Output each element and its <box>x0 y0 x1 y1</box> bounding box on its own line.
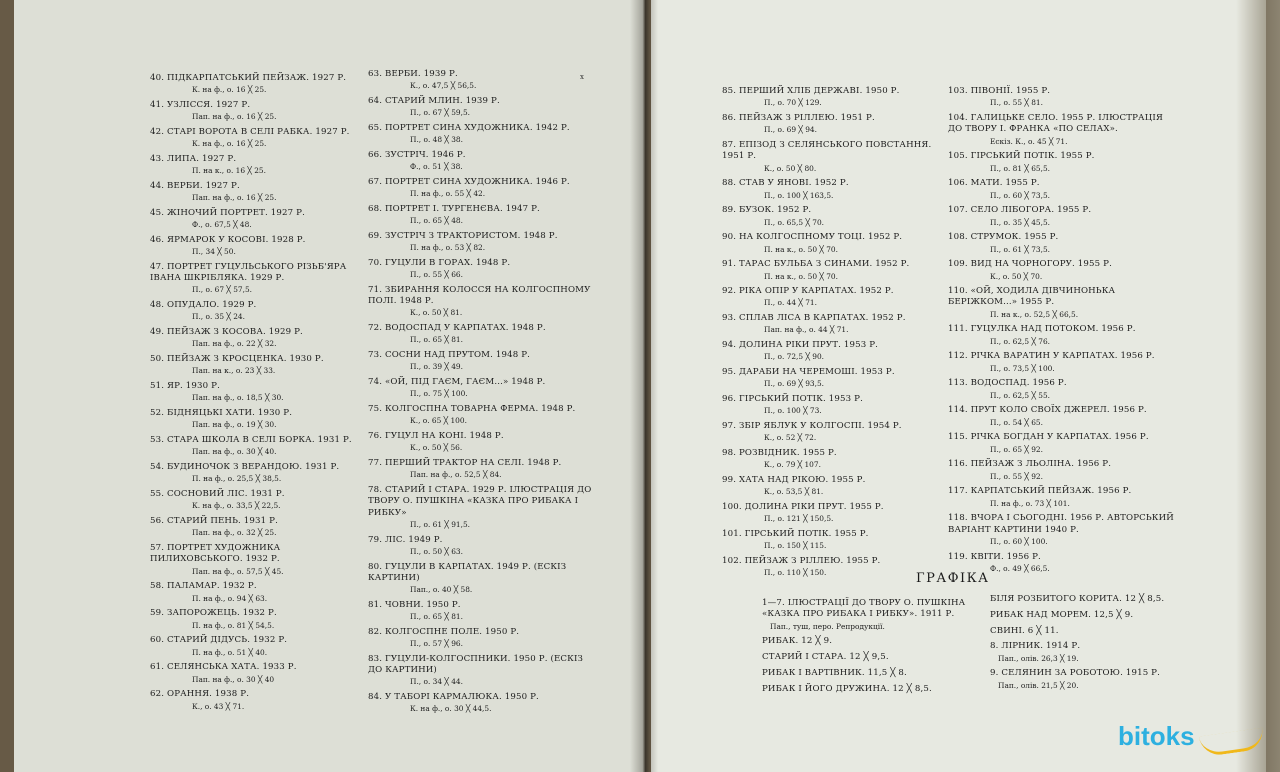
entry-title: 63. ВЕРБИ. 1939 Р. <box>368 69 458 79</box>
entry-title: 1—7. ІЛЮСТРАЦІЇ ДО ТВОРУ О. ПУШКІНА «КАЗКА ПРО РИБАКА І РИБКУ». 1911 Р. <box>762 598 966 620</box>
entry-title: 81. ЧОВНИ. 1950 Р. <box>368 599 461 610</box>
entry-title: СВИНІ. 6 ╳ 11. <box>990 625 1059 636</box>
entry-medium-size: К., о. 43 ╳ 71. <box>192 701 245 711</box>
entry-medium-size: Пап. на ф., о. 19 ╳ 30. <box>192 420 277 430</box>
entry-title: 57. ПОРТРЕТ ХУДОЖНИКА ПИЛИХОВСЬКОГО. 1932 Р. <box>150 543 281 565</box>
entry-title: 46. ЯРМАРОК У КОСОВІ. 1928 Р. <box>150 234 306 245</box>
catalog-entry <box>150 327 355 350</box>
catalog-entry <box>948 178 1180 201</box>
book-gutter <box>630 0 658 772</box>
entry-medium-size: Пап. на ф., о. 30 ╳ 40 <box>192 674 275 684</box>
graphics-entry <box>990 594 1200 605</box>
entry-medium-size: П., о. 75 ╳ 100. <box>410 389 468 399</box>
entry-title: 112. РІЧКА ВАРАТИН У КАРПАТАХ. 1956 Р. <box>948 351 1155 362</box>
entry-title: 67. ПОРТРЕТ СИНА ХУДОЖНИКА. 1946 Р. <box>368 176 570 187</box>
entry-medium-size: П., о. 67 ╳ 59,5. <box>410 108 470 118</box>
catalog-entry <box>948 113 1180 147</box>
catalog-entry <box>948 378 1180 401</box>
entry-title: 74. «ОЙ, ПІД ГАЄМ, ГАЄМ...» 1948 Р. <box>368 377 546 388</box>
entry-medium-size: К., о. 50 ╳ 70. <box>990 271 1043 281</box>
catalog-entry <box>722 394 942 417</box>
entry-medium-size: К., о. 50 ╳ 81. <box>410 308 463 318</box>
catalog-entry <box>722 313 942 336</box>
entry-title: 108. СТРУМОК. 1955 Р. <box>948 232 1059 243</box>
entry-medium-size: Пап. на ф., о. 52,5 ╳ 84. <box>410 470 502 480</box>
entry-title: 61. СЕЛЯНСЬКА ХАТА. 1933 Р. <box>150 662 297 673</box>
catalog-entry <box>368 177 600 200</box>
entry-title: 55. СОСНОВИЙ ЛІС. 1931 Р. <box>150 489 285 500</box>
entry-title: 94. ДОЛИНА РІКИ ПРУТ. 1953 Р. <box>722 340 879 351</box>
entry-title: 60. СТАРИЙ ДІДУСЬ. 1932 Р. <box>150 635 288 646</box>
entry-title: 82. КОЛГОСПНЕ ПОЛЕ. 1950 Р. <box>368 626 520 637</box>
catalog-entry <box>150 462 355 485</box>
catalog-entry <box>368 258 600 281</box>
entry-title: 76. ГУЦУЛ НА КОНІ. 1948 Р. <box>368 431 504 442</box>
entry-title: 100. ДОЛИНА РІКИ ПРУТ. 1955 Р. <box>722 502 884 513</box>
catalog-entry <box>150 581 355 604</box>
entry-title: 62. ОРАННЯ. 1938 Р. <box>150 689 250 700</box>
entry-title: 66. ЗУСТРІЧ. 1946 Р. <box>368 149 466 160</box>
entry-medium-size: П., о. 35 ╳ 45,5. <box>990 217 1050 227</box>
entry-medium-size: П., о. 100 ╳ 73. <box>764 406 822 416</box>
catalog-entry <box>150 208 355 231</box>
entry-title: 93. СПЛАВ ЛІСА В КАРПАТАХ. 1952 Р. <box>722 313 906 324</box>
catalog-entry <box>368 431 600 454</box>
entry-medium-size: П., о. 48 ╳ 38. <box>410 135 463 145</box>
catalog-entry <box>150 435 355 458</box>
catalog-entry <box>948 351 1180 374</box>
catalog-entry <box>368 123 600 146</box>
entry-title: 87. ЕПІЗОД З СЕЛЯНСЬКОГО ПОВСТАННЯ. 1951 Р. <box>722 139 932 162</box>
entry-medium-size: П., о. 35 ╳ 24. <box>192 312 245 322</box>
entry-medium-size: Пап. на ф., о. 16 ╳ 25. <box>192 112 277 122</box>
catalog-entry <box>948 405 1180 428</box>
entry-title: 116. ПЕЙЗАЖ З ЛЬОЛІНА. 1956 Р. <box>948 459 1112 470</box>
catalog-entry <box>150 154 355 177</box>
entry-title: 113. ВОДОСПАД. 1956 Р. <box>948 378 1067 389</box>
catalog-entry <box>722 502 942 525</box>
entry-title: 52. БІДНЯЦЬКІ ХАТИ. 1930 Р. <box>150 408 293 419</box>
entry-title: 86. ПЕЙЗАЖ З РІЛЛЕЮ. 1951 Р. <box>722 112 875 123</box>
entry-title: 70. ГУЦУЛИ В ГОРАХ. 1948 Р. <box>368 257 511 268</box>
catalog-entry <box>150 100 355 123</box>
entry-title: 48. ОПУДАЛО. 1929 Р. <box>150 300 257 311</box>
entry-title: 88. СТАВ У ЯНОВІ. 1952 Р. <box>722 178 849 189</box>
catalog-entry <box>368 150 600 173</box>
catalog-entry <box>948 459 1180 482</box>
entry-medium-size: П., о. 39 ╳ 49. <box>410 362 463 372</box>
entry-medium-size: К., о. 65 ╳ 100. <box>410 416 467 426</box>
entry-medium-size: П., о. 73,5 ╳ 100. <box>990 363 1055 373</box>
catalog-entry <box>368 377 600 400</box>
catalog-entry <box>150 662 355 685</box>
entry-medium-size: Пап. на ф., о. 18,5 ╳ 30. <box>192 393 284 403</box>
entry-medium-size: П., о. 62,5 ╳ 76. <box>990 336 1050 346</box>
catalog-entry <box>368 96 600 119</box>
entry-medium-size: П. на ф., о. 53 ╳ 82. <box>410 243 486 253</box>
entry-medium-size: П., о. 70 ╳ 129. <box>764 98 822 108</box>
graphics-list-left <box>762 598 972 700</box>
entry-medium-size: К. на ф., о. 16 ╳ 25. <box>192 85 267 95</box>
entry-title: 101. ГІРСЬКИЙ ПОТІК. 1955 Р. <box>722 529 869 540</box>
entry-title: 110. «ОЙ, ХОДИЛА ДІВЧИНОНЬКА БЕРІЖКОМ...» 1955 Р. <box>948 286 1116 308</box>
entry-title: 105. ГІРСЬКИЙ ПОТІК. 1955 Р. <box>948 151 1095 162</box>
catalog-entry <box>948 151 1180 174</box>
entry-medium-size: П., о. 61 ╳ 73,5. <box>990 244 1050 254</box>
entry-medium-size: П., о. 65,5 ╳ 70. <box>764 217 824 227</box>
entry-medium-size: П. на ф., о. 94 ╳ 63. <box>192 593 268 603</box>
entry-title: 92. РІКА ОПІР У КАРПАТАХ. 1952 Р. <box>722 286 894 297</box>
catalog-entry <box>368 627 600 650</box>
entry-medium-size: П., о. 65 ╳ 81. <box>410 612 463 622</box>
entry-title: 119. КВІТИ. 1956 Р. <box>948 551 1041 562</box>
entry-medium-size: П., о. 69 ╳ 94. <box>764 125 817 135</box>
graphics-entry <box>762 598 972 632</box>
catalog-entry <box>368 458 600 481</box>
catalog-entry <box>150 635 355 658</box>
entry-title: 98. РОЗВІДНИК. 1955 Р. <box>722 448 837 459</box>
entry-title: РИБАК НАД МОРЕМ. 12,5 ╳ 9. <box>990 609 1134 620</box>
entry-medium-size: Пап. на ф., о. 16 ╳ 25. <box>192 193 277 203</box>
catalog-entry <box>150 181 355 204</box>
catalog-entry <box>150 300 355 323</box>
entry-title: 58. ПАЛАМАР. 1932 Р. <box>150 581 257 592</box>
entry-medium-size: К. на ф., о. 16 ╳ 25. <box>192 139 267 149</box>
catalog-entry <box>150 408 355 431</box>
graphics-heading: ГРАФІКА <box>916 571 990 586</box>
catalog-column-left-2 <box>368 69 600 719</box>
entry-title: 106. МАТИ. 1955 Р. <box>948 178 1040 189</box>
catalog-entry <box>722 475 942 498</box>
entry-title: 115. РІЧКА БОГДАН У КАРПАТАХ. 1956 Р. <box>948 432 1149 443</box>
entry-title: 77. ПЕРШИЙ ТРАКТОР НА СЕЛІ. 1948 Р. <box>368 458 562 469</box>
catalog-entry <box>150 689 355 712</box>
entry-title: 41. УЗЛІССЯ. 1927 Р. <box>150 99 251 110</box>
catalog-entry <box>948 486 1180 509</box>
entry-medium-size: П., о. 61 ╳ 91,5. <box>410 519 470 529</box>
graphics-entry <box>990 641 1200 664</box>
entry-medium-size: П., о. 62,5 ╳ 55. <box>990 390 1050 400</box>
catalog-entry <box>722 340 942 363</box>
entry-medium-size: П. на ф., о. 51 ╳ 40. <box>192 647 268 657</box>
entry-title: 47. ПОРТРЕТ ГУЦУЛЬСЬКОГО РІЗЬБ'ЯРА ІВАНА ШКРІБЛЯКА. 1929 Р. <box>150 261 347 284</box>
page-edge-shadow <box>1236 0 1280 772</box>
catalog-entry <box>368 562 600 596</box>
entry-title: 78. СТАРИЙ І СТАРА. 1929 Р. ІЛЮСТРАЦІЯ ДО ТВОРУ О. ПУШКІНА «КАЗКА ПРО РИБАКА І РИБКУ» <box>368 485 592 518</box>
entry-title: РИБАК І ЙОГО ДРУЖИНА. 12 ╳ 8,5. <box>762 683 932 694</box>
entry-title: РИБАК. 12 ╳ 9. <box>762 636 833 647</box>
entry-title: 95. ДАРАБИ НА ЧЕРЕМОШІ. 1953 Р. <box>722 367 895 378</box>
catalog-entry <box>722 113 942 136</box>
entry-medium-size: П., о. 60 ╳ 100. <box>990 536 1048 546</box>
catalog-entry <box>150 127 355 150</box>
catalog-entry <box>722 529 942 552</box>
graphics-entry <box>762 652 972 663</box>
entry-medium-size: П., о. 72,5 ╳ 90. <box>764 352 824 362</box>
catalog-entry <box>150 262 355 296</box>
entry-title: 104. ГАЛИЦЬКЕ СЕЛО. 1955 Р. ІЛЮСТРАЦІЯ ДО ТВОРУ І. ФРАНКА «ПО СЕЛАХ». <box>948 112 1163 135</box>
entry-medium-size: П., о. 54 ╳ 65. <box>990 417 1043 427</box>
entry-medium-size: Ескіз. К., о. 45 ╳ 71. <box>990 136 1068 146</box>
catalog-entry <box>368 323 600 346</box>
entry-title: 103. ПІВОНІЇ. 1955 Р. <box>948 86 1051 96</box>
catalog-entry <box>722 367 942 390</box>
entry-title: 45. ЖІНОЧИЙ ПОРТРЕТ. 1927 Р. <box>150 207 305 218</box>
entry-title: 54. БУДИНОЧОК З ВЕРАНДОЮ. 1931 Р. <box>150 462 340 473</box>
page-mark: x <box>580 73 584 81</box>
entry-medium-size: Пап. на ф., о. 32 ╳ 25. <box>192 528 277 538</box>
catalog-entry <box>948 86 1180 109</box>
entry-title: 118. ВЧОРА І СЬОГОДНІ. 1956 Р. АВТОРСЬКИЙ ВАРІАНТ КАРТИНИ 1940 Р. <box>948 513 1174 535</box>
catalog-entry <box>722 556 942 579</box>
catalog-entry <box>368 231 600 254</box>
entry-title: 99. ХАТА НАД РІКОЮ. 1955 Р. <box>722 475 866 486</box>
catalog-entry <box>150 354 355 377</box>
entry-medium-size: Пап., олів. 21,5 ╳ 20. <box>998 680 1079 690</box>
entry-title: 53. СТАРА ШКОЛА В СЕЛІ БОРКА. 1931 Р. <box>150 435 352 446</box>
entry-medium-size: Пап., олів. 26,3 ╳ 19. <box>998 653 1079 663</box>
entry-medium-size: К., о. 79 ╳ 107. <box>764 460 821 470</box>
graphics-list-right <box>990 594 1200 696</box>
entry-title: СТАРИЙ І СТАРА. 12 ╳ 9,5. <box>762 652 889 663</box>
catalog-entry <box>368 404 600 427</box>
catalog-entry <box>722 86 942 109</box>
entry-medium-size: К., о. 50 ╳ 56. <box>410 443 463 453</box>
catalog-entry <box>722 205 942 228</box>
entry-title: 50. ПЕЙЗАЖ З КРОСЦЕНКА. 1930 Р. <box>150 354 324 365</box>
entry-medium-size: П., о. 50 ╳ 63. <box>410 546 463 556</box>
entry-title: 59. ЗАПОРОЖЕЦЬ. 1932 Р. <box>150 608 277 619</box>
entry-title: 72. ВОДОСПАД У КАРПАТАХ. 1948 Р. <box>368 323 546 334</box>
catalog-entry <box>948 259 1180 282</box>
entry-medium-size: П., о. 121 ╳ 150,5. <box>764 514 834 524</box>
entry-medium-size: П., о. 65 ╳ 48. <box>410 216 463 226</box>
entry-medium-size: К., о. 47,5 ╳ 56,5. <box>410 81 477 91</box>
entry-title: 79. ЛІС. 1949 Р. <box>368 534 443 545</box>
entry-medium-size: К. на ф., о. 33,5 ╳ 22,5. <box>192 501 281 511</box>
entry-title: 107. СЕЛО ЛІБОГОРА. 1955 Р. <box>948 205 1092 216</box>
entry-medium-size: Ф., о. 67,5 ╳ 48. <box>192 220 252 230</box>
entry-medium-size: П. на к., о. 52,5 ╳ 66,5. <box>990 309 1079 319</box>
entry-medium-size: П., о. 55 ╳ 92. <box>990 471 1043 481</box>
catalog-entry <box>150 73 355 96</box>
entry-title: 64. СТАРИЙ МЛИН. 1939 Р. <box>368 95 500 106</box>
catalog-column-left-1 <box>150 73 355 716</box>
entry-title: 111. ГУЦУЛКА НАД ПОТОКОМ. 1956 Р. <box>948 324 1136 335</box>
entry-medium-size: П., о. 55 ╳ 66. <box>410 270 463 280</box>
catalog-column-right-1 <box>722 86 942 583</box>
entry-medium-size: П., о. 65 ╳ 92. <box>990 444 1043 454</box>
entry-medium-size: Пап. на ф., о. 22 ╳ 32. <box>192 339 277 349</box>
entry-medium-size: П., о. 57 ╳ 96. <box>410 639 463 649</box>
entry-title: 114. ПРУТ КОЛО СВОЇХ ДЖЕРЕЛ. 1956 Р. <box>948 405 1147 416</box>
entry-medium-size: П., о. 100 ╳ 163,5. <box>764 190 834 200</box>
catalog-entry <box>368 69 600 92</box>
catalog-entry <box>150 608 355 631</box>
entry-medium-size: Ф., о. 51 ╳ 38. <box>410 162 463 172</box>
entry-medium-size: Пап. на ф., о. 44 ╳ 71. <box>764 325 849 335</box>
entry-medium-size: П. на ф., о. 73 ╳ 101. <box>990 498 1070 508</box>
catalog-entry <box>368 654 600 688</box>
entry-medium-size: К., о. 53,5 ╳ 81. <box>764 487 824 497</box>
entry-title: 83. ГУЦУЛИ-КОЛГОСПНИКИ. 1950 Р. (ЕСКІЗ ДО КАРТИНИ) <box>368 653 583 676</box>
catalog-entry <box>722 232 942 255</box>
entry-medium-size: Пап. на ф., о. 57,5 ╳ 45. <box>192 566 284 576</box>
entry-title: 85. ПЕРШИЙ ХЛІБ ДЕРЖАВІ. 1950 Р. <box>722 86 900 96</box>
entry-title: 8. ЛІРНИК. 1914 Р. <box>990 641 1081 652</box>
entry-medium-size: П., о. 34 ╳ 44. <box>410 677 463 687</box>
catalog-entry <box>722 286 942 309</box>
entry-medium-size: П. на к., о. 50 ╳ 70. <box>764 244 838 254</box>
entry-medium-size: К., о. 52 ╳ 72. <box>764 433 817 443</box>
watermark-text: bitoks <box>1118 720 1195 751</box>
catalog-entry <box>368 485 600 530</box>
catalog-entry <box>948 232 1180 255</box>
entry-medium-size: П., о. 44 ╳ 71. <box>764 298 817 308</box>
entry-medium-size: П. на ф., о. 55 ╳ 42. <box>410 189 486 199</box>
catalog-entry <box>368 350 600 373</box>
entry-title: 96. ГІРСЬКИЙ ПОТІК. 1953 Р. <box>722 394 863 405</box>
entry-medium-size: П., о. 67 ╳ 57,5. <box>192 285 252 295</box>
catalog-entry <box>150 235 355 258</box>
catalog-entry <box>948 205 1180 228</box>
entry-title: 43. ЛИПА. 1927 Р. <box>150 153 237 164</box>
entry-medium-size: П. на ф., о. 25,5 ╳ 38,5. <box>192 474 282 484</box>
entry-title: 75. КОЛГОСПНА ТОВАРНА ФЕРМА. 1948 Р. <box>368 404 576 415</box>
catalog-entry <box>150 516 355 539</box>
catalog-entry <box>948 513 1180 547</box>
watermark-logo <box>1118 716 1195 756</box>
entry-title: 117. КАРПАТСЬКИЙ ПЕЙЗАЖ. 1956 Р. <box>948 486 1132 497</box>
graphics-entry <box>762 684 972 695</box>
entry-title: 91. ТАРАС БУЛЬБА З СИНАМИ. 1952 Р. <box>722 259 910 270</box>
entry-title: 42. СТАРІ ВОРОТА В СЕЛІ РАБКА. 1927 Р. <box>150 126 350 137</box>
entry-title: 40. ПІДКАРПАТСЬКИЙ ПЕЙЗАЖ. 1927 Р. <box>150 73 347 83</box>
catalog-entry <box>722 259 942 282</box>
entry-medium-size: Пап. на к., о. 23 ╳ 33. <box>192 366 276 376</box>
catalog-entry <box>150 381 355 404</box>
entry-title: 84. У ТАБОРІ КАРМАЛЮКА. 1950 Р. <box>368 692 539 703</box>
entry-title: 102. ПЕЙЗАЖ З РІЛЛЕЮ. 1955 Р. <box>722 556 881 567</box>
catalog-entry <box>368 535 600 558</box>
entry-medium-size: К., о. 50 ╳ 80. <box>764 163 817 173</box>
graphics-entry <box>990 610 1200 621</box>
catalog-entry <box>368 600 600 623</box>
entry-medium-size: П. на к., о. 50 ╳ 70. <box>764 271 838 281</box>
catalog-entry <box>722 421 942 444</box>
entry-title: БІЛЯ РОЗБИТОГО КОРИТА. 12 ╳ 8,5. <box>990 594 1165 604</box>
entry-medium-size: П., о. 55 ╳ 81. <box>990 98 1043 108</box>
entry-title: 109. ВИД НА ЧОРНОГОРУ. 1955 Р. <box>948 259 1112 270</box>
entry-title: 71. ЗБИРАННЯ КОЛОССЯ НА КОЛГОСПНОМУ ПОЛІ. 1948 Р. <box>368 284 591 307</box>
entry-medium-size: Ф., о. 49 ╳ 66,5. <box>990 563 1050 573</box>
entry-medium-size: Пап., о. 40 ╳ 58. <box>410 585 473 595</box>
catalog-column-right-2 <box>948 86 1180 579</box>
entry-title: 68. ПОРТРЕТ І. ТУРГЕНЄВА. 1947 Р. <box>368 203 540 214</box>
entry-title: РИБАК І ВАРТІВНИК. 11,5 ╳ 8. <box>762 667 907 678</box>
entry-title: 44. ВЕРБИ. 1927 Р. <box>150 180 240 191</box>
entry-medium-size: П., о. 81 ╳ 65,5. <box>990 163 1050 173</box>
entry-title: 49. ПЕЙЗАЖ З КОСОВА. 1929 Р. <box>150 327 303 338</box>
graphics-entry <box>762 636 972 647</box>
entry-medium-size: П., о. 150 ╳ 115. <box>764 541 827 551</box>
catalog-entry <box>150 489 355 512</box>
entry-medium-size: П., о. 65 ╳ 81. <box>410 335 463 345</box>
entry-title: 97. ЗБІР ЯБЛУК У КОЛГОСПІ. 1954 Р. <box>722 421 902 432</box>
entry-title: 90. НА КОЛГОСПНОМУ ТОЦІ. 1952 Р. <box>722 232 903 243</box>
entry-title: 56. СТАРИЙ ПЕНЬ. 1931 Р. <box>150 516 278 527</box>
entry-medium-size: П., о. 110 ╳ 150. <box>764 568 827 578</box>
entry-medium-size: П., о. 69 ╳ 93,5. <box>764 379 824 389</box>
catalog-entry <box>722 140 942 174</box>
graphics-entry <box>990 668 1200 691</box>
entry-medium-size: К. на ф., о. 30 ╳ 44,5. <box>410 704 492 714</box>
entry-title: 89. БУЗОК. 1952 Р. <box>722 205 812 216</box>
catalog-entry <box>722 178 942 201</box>
entry-title: 65. ПОРТРЕТ СИНА ХУДОЖНИКА. 1942 Р. <box>368 122 570 133</box>
entry-medium-size: П., 34 ╳ 50. <box>192 247 236 257</box>
entry-title: 69. ЗУСТРІЧ З ТРАКТОРИСТОМ. 1948 Р. <box>368 230 558 241</box>
entry-title: 9. СЕЛЯНИН ЗА РОБОТОЮ. 1915 Р. <box>990 668 1161 679</box>
graphics-entry <box>990 626 1200 637</box>
catalog-entry <box>368 692 600 715</box>
catalog-entry <box>150 543 355 577</box>
entry-medium-size: П. на к., о. 16 ╳ 25. <box>192 166 266 176</box>
catalog-entry <box>368 285 600 319</box>
graphics-entry <box>762 668 972 679</box>
catalog-entry <box>722 448 942 471</box>
entry-title: 73. СОСНИ НАД ПРУТОМ. 1948 Р. <box>368 350 531 361</box>
catalog-entry <box>368 204 600 227</box>
catalog-entry <box>948 324 1180 347</box>
entry-medium-size: Пап., туш, перо. Репродукції. <box>770 621 885 631</box>
entry-medium-size: П., о. 60 ╳ 73,5. <box>990 190 1050 200</box>
catalog-entry <box>948 432 1180 455</box>
entry-title: 80. ГУЦУЛИ В КАРПАТАХ. 1949 Р. (ЕСКІЗ КАРТИНИ) <box>368 561 567 583</box>
catalog-entry <box>948 286 1180 320</box>
entry-title: 51. ЯР. 1930 Р. <box>150 381 220 392</box>
entry-medium-size: Пап. на ф., о. 30 ╳ 40. <box>192 447 277 457</box>
entry-medium-size: П. на ф., о. 81 ╳ 54,5. <box>192 620 275 630</box>
